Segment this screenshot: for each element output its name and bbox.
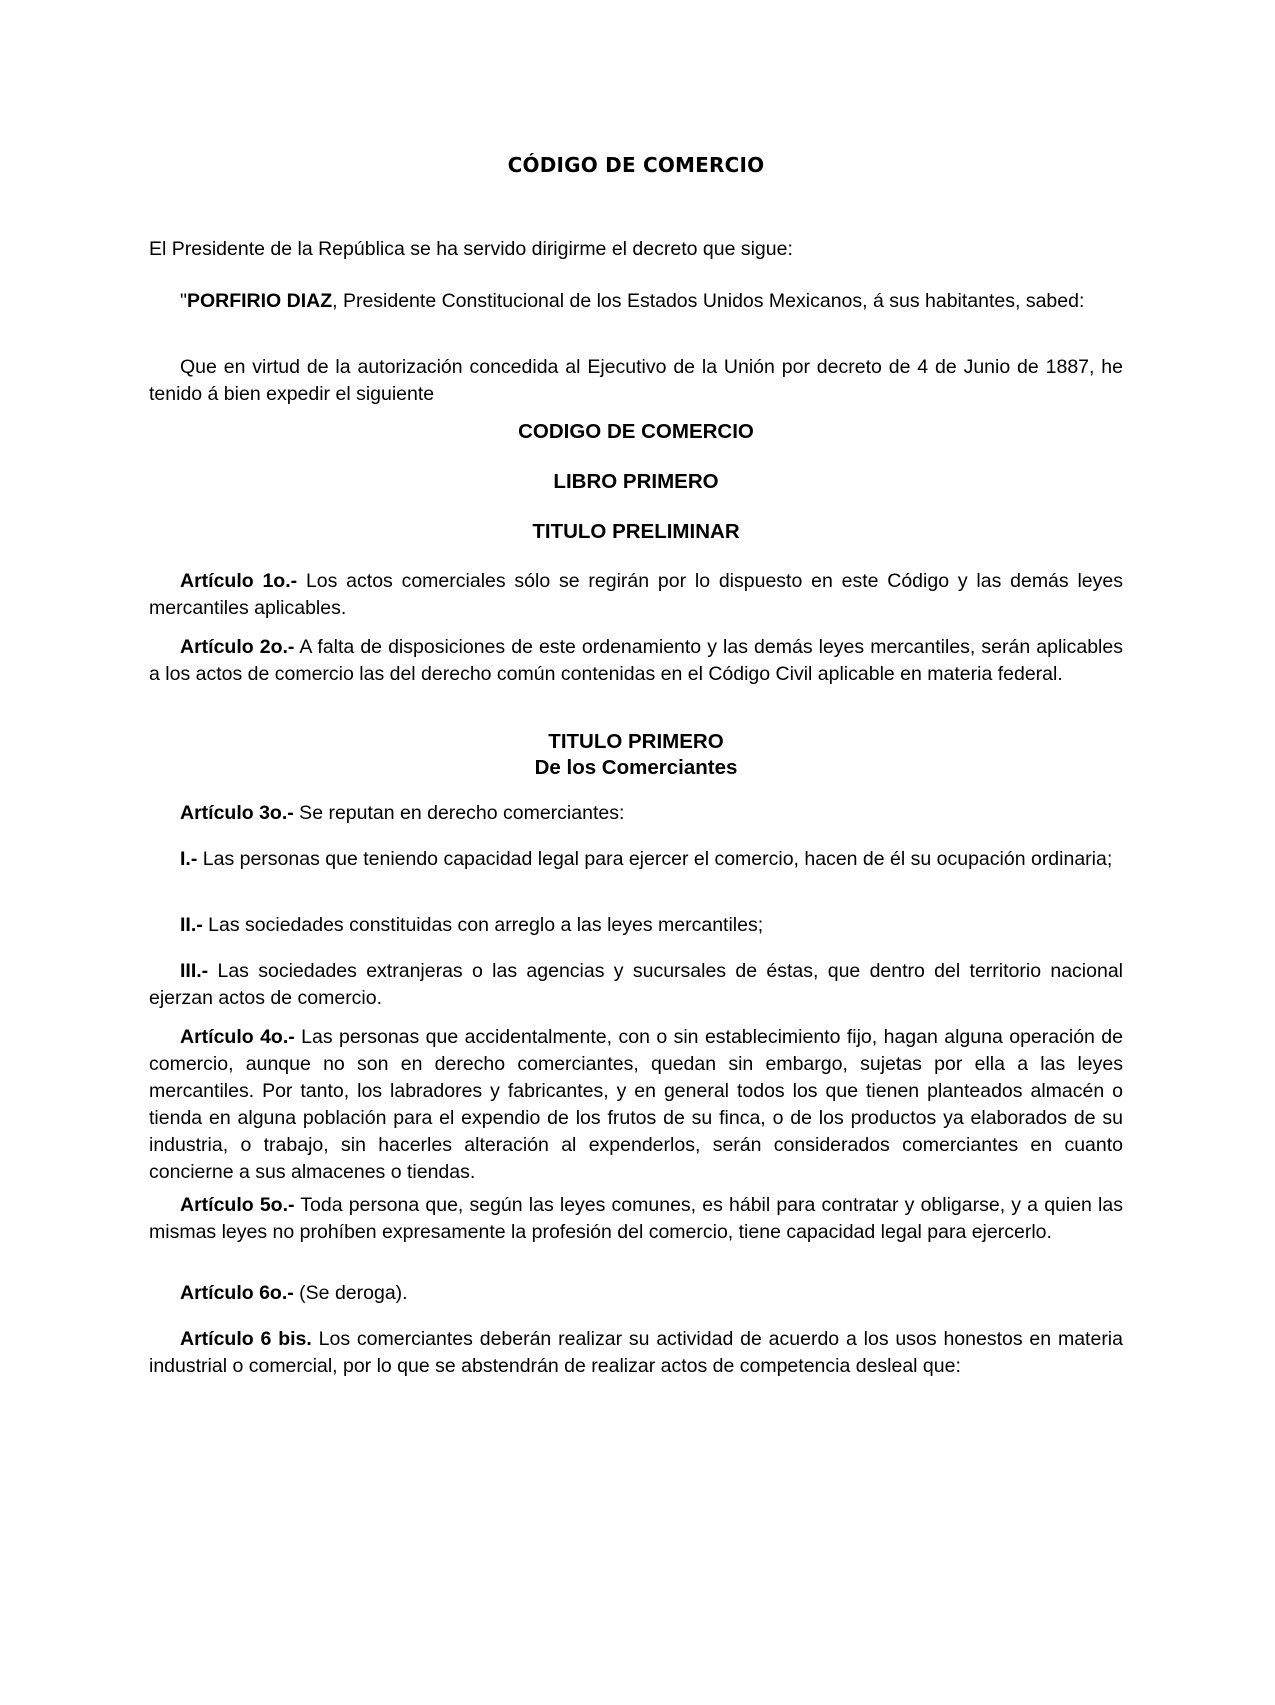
decree-quote: "	[180, 290, 187, 312]
article-6-label: Artículo 6o.-	[180, 1282, 294, 1304]
article-3-label: Artículo 3o.-	[180, 802, 294, 824]
code-heading: CODIGO DE COMERCIO	[518, 420, 754, 443]
article-6-text: (Se deroga).	[293, 1282, 408, 1304]
decree-paragraph	[149, 288, 1123, 315]
fraction-3-text: Las sociedades extranjeras o las agencias y sucursales de éstas, que dentro del territorio nacional ejerzan actos de comercio.	[149, 960, 1123, 1009]
fraction-2-text: Las sociedades constituidas con arreglo a las leyes mercantiles;	[202, 914, 764, 936]
intro-text: El Presidente de la República se ha servido dirigirme el decreto que sigue:	[149, 238, 793, 260]
article-5-text: Toda persona que, según las leyes comunes, es hábil para contratar y obligarse, y a quien las mismas leyes no prohíben expresamente la profesión del comercio, tiene capacidad legal para ejercerlo.	[149, 1194, 1123, 1243]
article-1-label: Artículo 1o.-	[180, 570, 298, 592]
document-page	[149, 0, 1123, 1705]
preliminary-title-heading: TITULO PRELIMINAR	[532, 520, 740, 543]
article-3-text: Se reputan en derecho comerciantes:	[293, 802, 625, 824]
article-4-text: Las personas que accidentalmente, con o sin establecimiento fijo, hagan alguna operación de comercio, aunque no son en derecho comerciantes, quedan sin embargo, sujetas por ella a las leyes mercantiles. Por tanto, los labradores y fabricantes, y en general todos los que tienen planteados almacén o tienda en alguna población para el expendio de los frutos de su finca, o de los productos ya elaborados de su industria, o trabajo, sin hacerles alteración al expenderlos, serán considerados comerciantes en cuanto concierne a sus almacenes o tiendas.	[149, 1026, 1123, 1183]
fraction-1-text: Las personas que teniendo capacidad legal para ejercer el comercio, hacen de él su ocupación ordinaria;	[197, 848, 1113, 870]
article-3	[149, 800, 1123, 827]
fraction-1-label: I.-	[180, 848, 198, 870]
fraction-2-label: II.-	[180, 914, 203, 936]
article-5-label: Artículo 5o.-	[180, 1194, 295, 1216]
article-6-bis-text: Los comerciantes deberán realizar su actividad de acuerdo a los usos honestos en materia industrial o comercial, por lo que se abstendrán de realizar actos de competencia desleal que:	[149, 1328, 1123, 1377]
document-title: CÓDIGO DE COMERCIO	[507, 153, 765, 177]
article-6	[149, 1280, 1123, 1307]
book-heading: LIBRO PRIMERO	[553, 470, 719, 493]
article-2-label: Artículo 2o.-	[180, 636, 295, 658]
authorization-paragraph	[149, 354, 1123, 408]
article-2	[149, 634, 1123, 688]
article-1-text: Los actos comerciales sólo se regirán por lo dispuesto en este Código y las demás leyes mercantiles aplicables.	[149, 570, 1123, 619]
decree-text: , Presidente Constitucional de los Estados Unidos Mexicanos, á sus habitantes, sabed:	[332, 290, 1085, 312]
intro-paragraph	[149, 236, 1123, 263]
article-5	[149, 1192, 1123, 1246]
article-4	[149, 1024, 1123, 1186]
fraction-2	[149, 912, 1123, 939]
fraction-3-label: III.-	[180, 960, 209, 982]
article-2-text: A falta de disposiciones de este ordenamiento y las demás leyes mercantiles, serán aplicables a los actos de comercio las del derecho común contenidas en el Código Civil aplicable en materia federal.	[149, 636, 1123, 685]
fraction-1	[149, 846, 1123, 873]
article-6-bis	[149, 1326, 1123, 1380]
decree-name: PORFIRIO DIAZ	[186, 290, 333, 312]
article-4-label: Artículo 4o.-	[180, 1026, 295, 1048]
authorization-text: Que en virtud de la autorización concedida al Ejecutivo de la Unión por decreto de 4 de Junio de 1887, he tenido á bien expedir el siguiente	[149, 356, 1123, 405]
title-first-heading: TITULO PRIMERO	[548, 730, 724, 753]
article-1	[149, 568, 1123, 622]
title-first-subheading: De los Comerciantes	[534, 756, 738, 779]
fraction-3	[149, 958, 1123, 1012]
article-6-bis-label: Artículo 6 bis.	[180, 1328, 312, 1350]
